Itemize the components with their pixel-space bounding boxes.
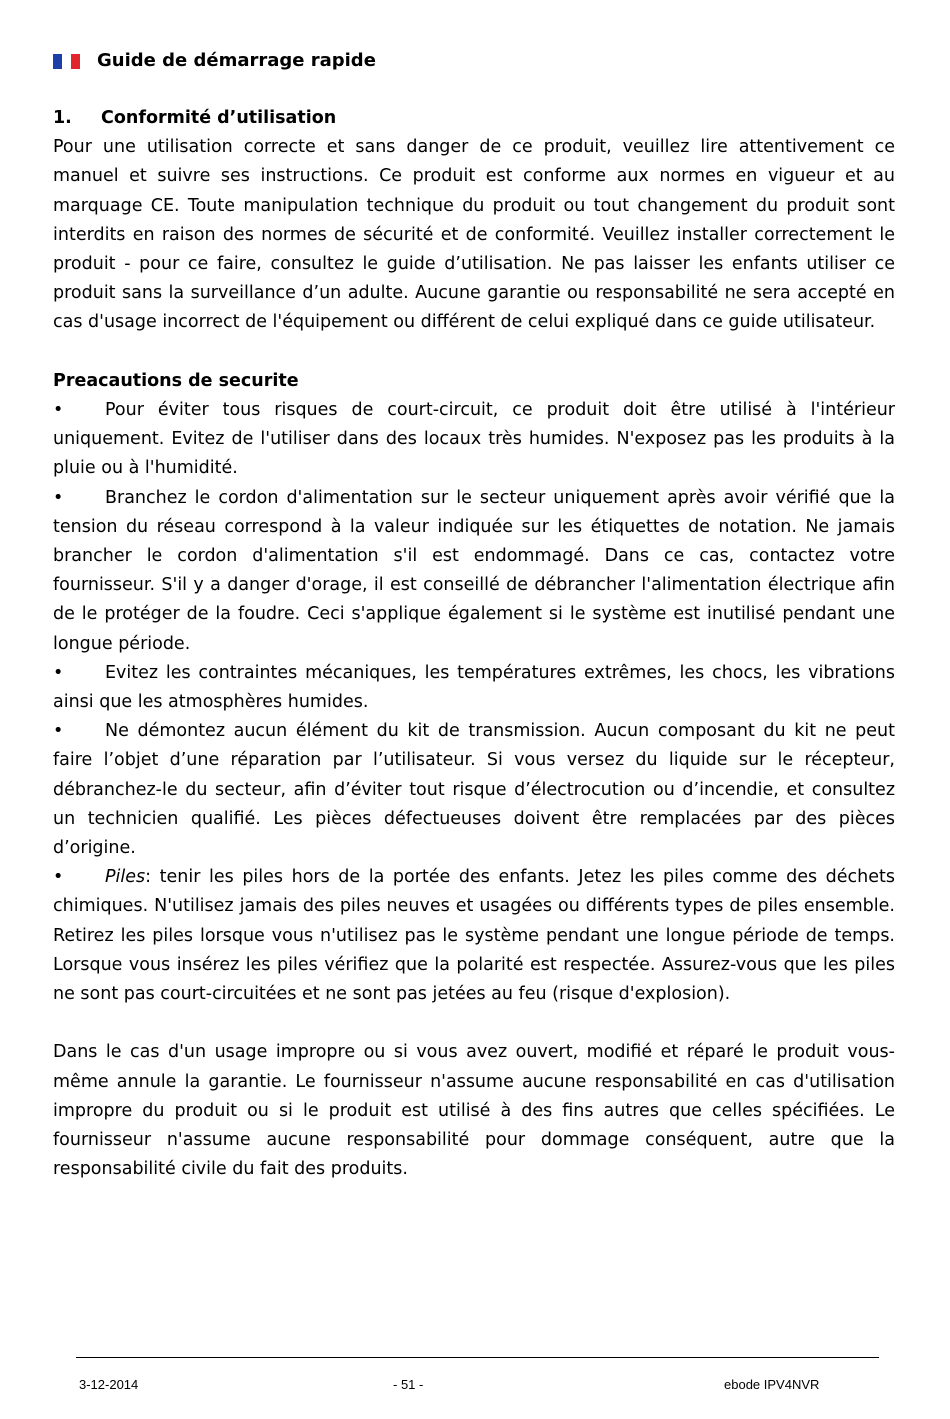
precaution-item [53,396,895,484]
bullet-icon: • [53,662,64,683]
bullet-icon: • [53,721,64,742]
bullet-icon: • [53,400,64,421]
footer-date: 3-12-2014 [79,1377,139,1392]
closing-paragraph: Dans le cas d'un usage impropre ou si vous avez ouvert, modifié et réparé le produit vous-même annule la garantie. Le fournisseur n'assume aucune responsabilité en cas d'utilisation impropre du produit ou si le produit est utilisé à des fins autres que celles spécifiées. Le fournisseur n'assume aucune responsabilité pour dommage conséquent, autre que la responsabilité civile du fait des produits. [53,1042,895,1180]
section-number: 1. [53,108,72,128]
document-title: Guide de démarrage rapide [97,50,376,71]
footer-product-name: ebode IPV4NVR [724,1377,820,1392]
footer-divider [76,1357,879,1358]
precaution-item [53,659,895,717]
precaution-text: Pour éviter tous risques de court-circuit, ce produit doit être utilisé à l'intérieur uniquement. Evitez de l'utiliser dans des locaux très humides. N'exposez pas les produits à la pluie ou à l'humidité. [53,400,895,479]
precaution-item [53,484,895,659]
precaution-text: Ne démontez aucun élément du kit de transmission. Aucun composant du kit ne peut faire l’objet d’une réparation par l’utilisateur. Si vous versez du liquide sur le récepteur, débranchez-le du secteur, afin d’éviter tout risque d’électrocution ou d’incendie, et consultez un technicien qualifié. Les pièces défectueuses doivent être remplacées par des pièces d’origine. [53,721,895,859]
precaution-lead: Piles [105,867,146,888]
document-page [53,46,895,1184]
precaution-item [53,717,895,863]
flag-stripe-red [71,54,80,69]
precaution-text: Branchez le cordon d'alimentation sur le secteur uniquement après avoir vérifié que la tension du réseau correspond à la valeur indiquée sur les étiquettes de notation. Ne jamais brancher le cordon d'alimentation s'il est endommagé. Dans ce cas, contactez votre fournisseur. S'il y a danger d'orage, il est conseillé de débrancher l'alimentation électrique afin de le protéger de la foudre. Ceci s'applique également si le système est inutilisé pendant une longue période. [53,487,895,654]
precaution-text: Evitez les contraintes mécaniques, les températures extrêmes, les chocs, les vibrations ainsi que les atmosphères humides. [53,662,895,713]
section-title: Conformité d’utilisation [101,108,337,128]
footer-page-number: - 51 - [393,1377,424,1392]
conformite-paragraph: Pour une utilisation correcte et sans danger de ce produit, veuillez lire attentivement ce manuel et suivre ses instructions. Ce produit est conforme aux normes en vigueur et au marquage CE. Toute manipulation technique du produit ou tout changement du produit sont interdits en raison des normes de sécurité et de conformité. Veuillez installer correctement le produit - pour ce faire, consultez le guide d’utilisation. Ne pas laisser les enfants utiliser ce produit sans la surveillance d’un adulte. Aucune garantie ou responsabilité ne sera accepté en cas d'usage incorrect de l'équipement ou différent de celui expliqué dans ce guide utilisateur. [53,137,895,333]
title-row [53,46,895,76]
precaution-text: : tenir les piles hors de la portée des enfants. Jetez les piles comme des déchets chimiques. N'utilisez jamais des piles neuves et usagées ou différents types de piles ensemble. Retirez les piles lorsque vous n'utilisez pas le système pendant une longue période de temps. Lorsque vous insérez les piles vérifiez que la polarité est respectée. Assurez-vous que les piles ne sont pas court-circuitées et ne sont pas jetées au feu (risque d'explosion). [53,867,895,1005]
section-heading-conformite [53,104,895,133]
bullet-icon: • [53,487,64,508]
precautions-heading: Preacautions de securite [53,370,299,391]
precaution-item [53,863,895,1009]
france-flag-icon [53,54,80,69]
bullet-icon: • [53,867,64,888]
flag-stripe-white [62,54,71,69]
flag-stripe-blue [53,54,62,69]
